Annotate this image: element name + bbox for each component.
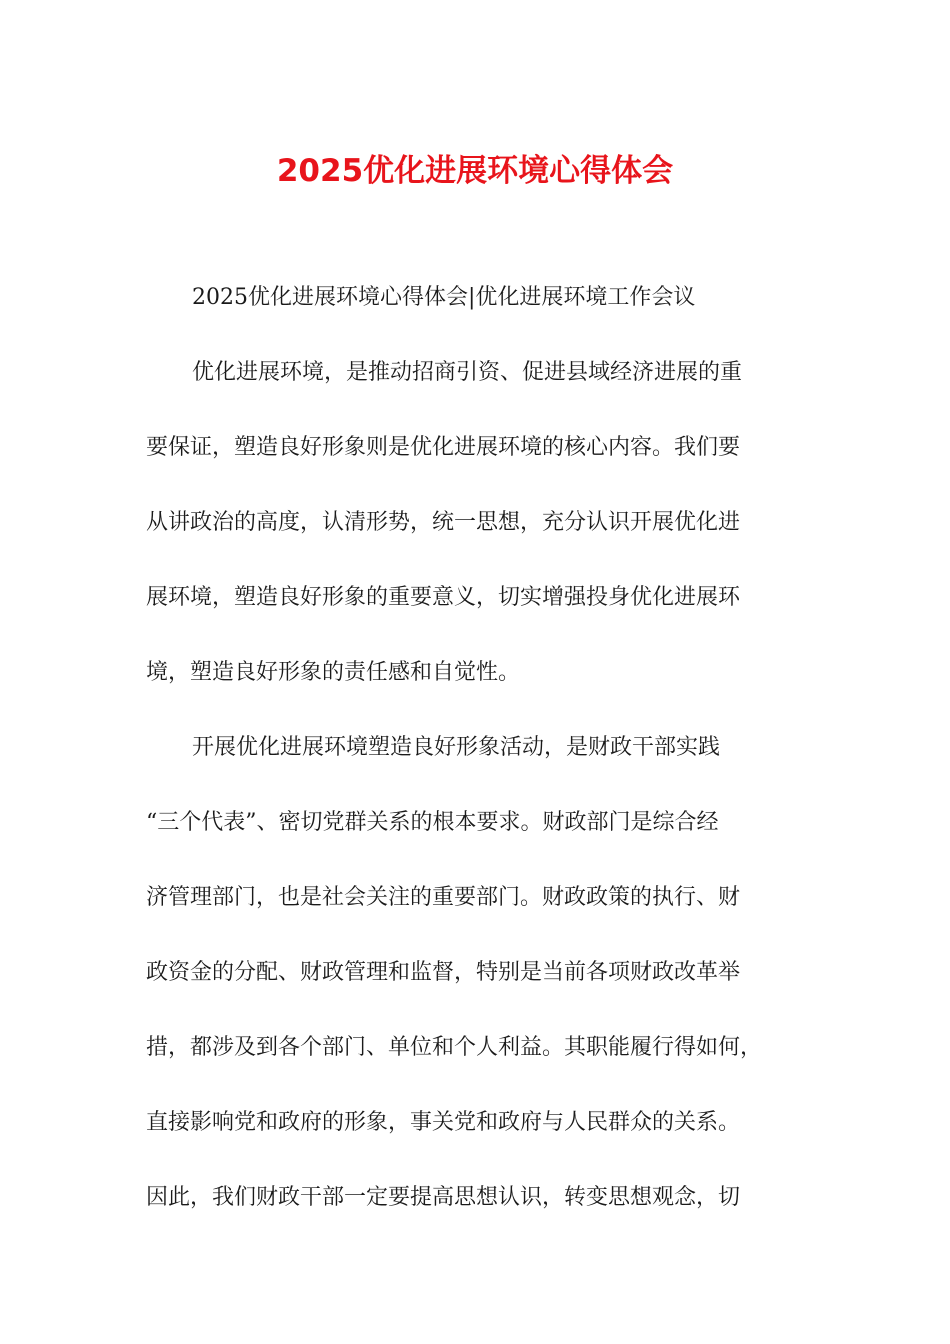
paragraph-line: 展环境，塑造良好形象的重要意义，切实增强投身优化进展环 bbox=[146, 585, 741, 610]
paragraph-line: 直接影响党和政府的形象，事关党和政府与人民群众的关系。 bbox=[146, 1110, 741, 1135]
paragraph-line: 开展优化进展环境塑造良好形象活动，是财政干部实践 bbox=[192, 735, 721, 760]
document-subtitle: 2025优化进展环境心得体会|优化进展环境工作会议 bbox=[192, 285, 696, 310]
paragraph-line: 因此，我们财政干部一定要提高思想认识，转变思想观念，切 bbox=[146, 1185, 741, 1210]
paragraph-line: 要保证，塑造良好形象则是优化进展环境的核心内容。我们要 bbox=[146, 435, 741, 460]
paragraph-line: 措，都涉及到各个部门、单位和个人利益。其职能履行得如何， bbox=[146, 1035, 763, 1060]
document-body bbox=[146, 260, 806, 1235]
paragraph-line: 政资金的分配、财政管理和监督，特别是当前各项财政改革举 bbox=[146, 960, 741, 985]
document-title: 2025优化进展环境心得体会 bbox=[276, 153, 674, 189]
paragraph-line: 从讲政治的高度，认清形势，统一思想，充分认识开展优化进 bbox=[146, 510, 741, 535]
paragraph-line: 优化进展环境，是推动招商引资、促进县域经济进展的重 bbox=[192, 360, 743, 385]
paragraph-line: 济管理部门，也是社会关注的重要部门。财政政策的执行、财 bbox=[146, 885, 741, 910]
paragraph-line: 境，塑造良好形象的责任感和自觉性。 bbox=[146, 660, 521, 685]
paragraph-line: “三个代表”、密切党群关系的根本要求。财政部门是综合经 bbox=[146, 810, 719, 835]
